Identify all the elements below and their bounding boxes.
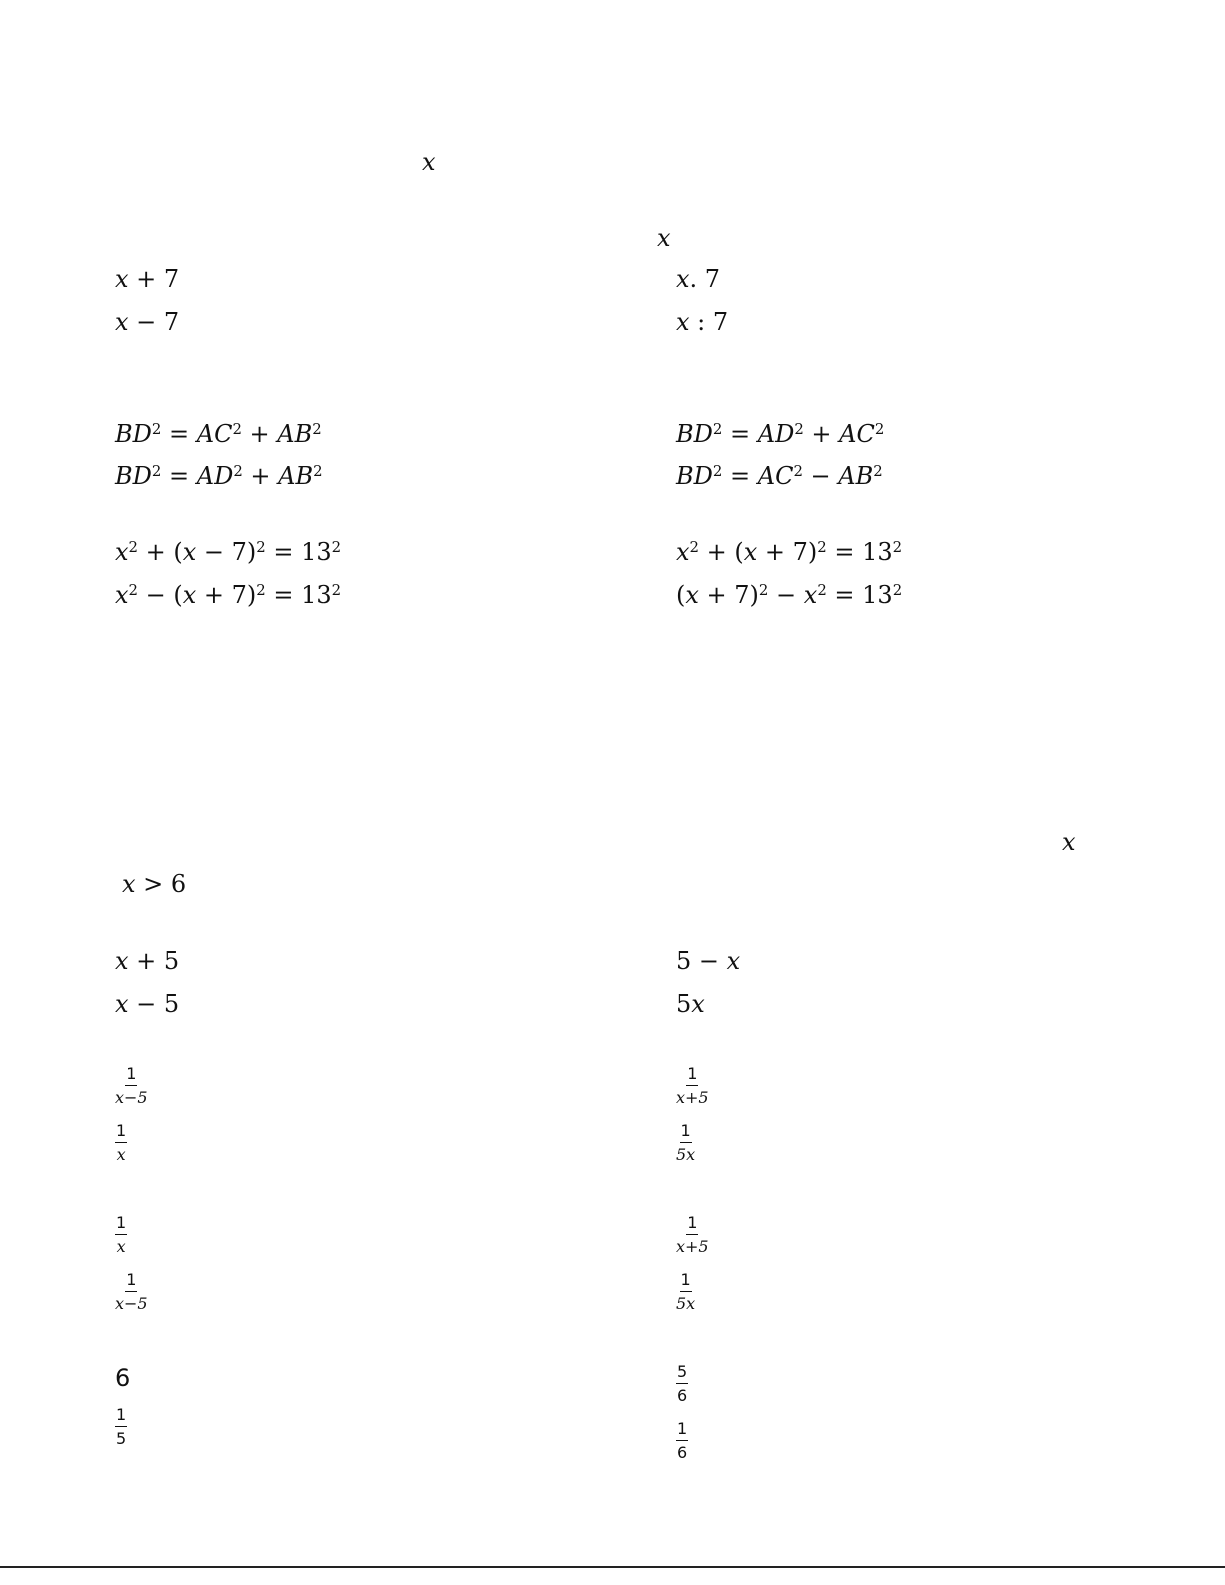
q4-option-b: 5 − x bbox=[676, 947, 741, 975]
q7-option-c: $\frac{1}{5}$ bbox=[116, 1405, 127, 1448]
q3-option-a: $x^2 + (x - 7)^2 = 13^2$ bbox=[115, 537, 342, 566]
q3-option-c: $x^2 - (x + 7)^2 = 13^2$ bbox=[115, 580, 342, 609]
q3-option-d: $(x + 7)^2 - x^2 = 13^2$ bbox=[676, 580, 903, 609]
q4-option-c: x − 5 bbox=[115, 990, 180, 1018]
q2-option-a: $BD^2 = AC^2 + AB^2$ bbox=[115, 419, 322, 448]
q6-option-a: $\frac{1}{x}$ bbox=[116, 1213, 127, 1256]
q5-option-d: $\frac{1}{5x}$ bbox=[676, 1121, 696, 1164]
q5-option-a: $\frac{1}{x-5}$ bbox=[115, 1064, 148, 1107]
q2-option-c: $BD^2 = AD^2 + AB^2$ bbox=[115, 461, 323, 490]
q1-option-d: x : 7 bbox=[676, 308, 729, 336]
q4-option-a: x + 5 bbox=[115, 947, 180, 975]
q7-option-b: $\frac{5}{6}$ bbox=[677, 1362, 688, 1405]
page-bottom-rule bbox=[0, 1566, 1225, 1568]
q1-option-b: x. 7 bbox=[676, 265, 721, 293]
q1-option-c: x − 7 bbox=[115, 308, 180, 336]
q2-option-b: $BD^2 = AD^2 + AC^2$ bbox=[676, 419, 885, 448]
q6-option-d: $\frac{1}{5x}$ bbox=[676, 1270, 696, 1313]
q2-option-d: $BD^2 = AC^2 - AB^2$ bbox=[676, 461, 883, 490]
q6-option-c: $\frac{1}{x-5}$ bbox=[115, 1270, 148, 1313]
q3-option-b: $x^2 + (x + 7)^2 = 13^2$ bbox=[676, 537, 903, 566]
q4-option-d: 5x bbox=[676, 990, 705, 1018]
q7-option-d: $\frac{1}{6}$ bbox=[677, 1419, 688, 1462]
q6-option-b: $\frac{1}{x+5}$ bbox=[676, 1213, 709, 1256]
q4-condition: x > 6 bbox=[122, 870, 187, 898]
q5-option-b: $\frac{1}{x+5}$ bbox=[676, 1064, 709, 1107]
q1-intro-variable: x bbox=[422, 148, 436, 176]
q1-given-variable: x bbox=[657, 224, 671, 252]
q5-option-c: $\frac{1}{x}$ bbox=[116, 1121, 127, 1164]
q4-given-variable: x bbox=[1062, 828, 1076, 856]
q7-option-a: 6 bbox=[115, 1364, 131, 1392]
q1-option-a: x + 7 bbox=[115, 265, 180, 293]
